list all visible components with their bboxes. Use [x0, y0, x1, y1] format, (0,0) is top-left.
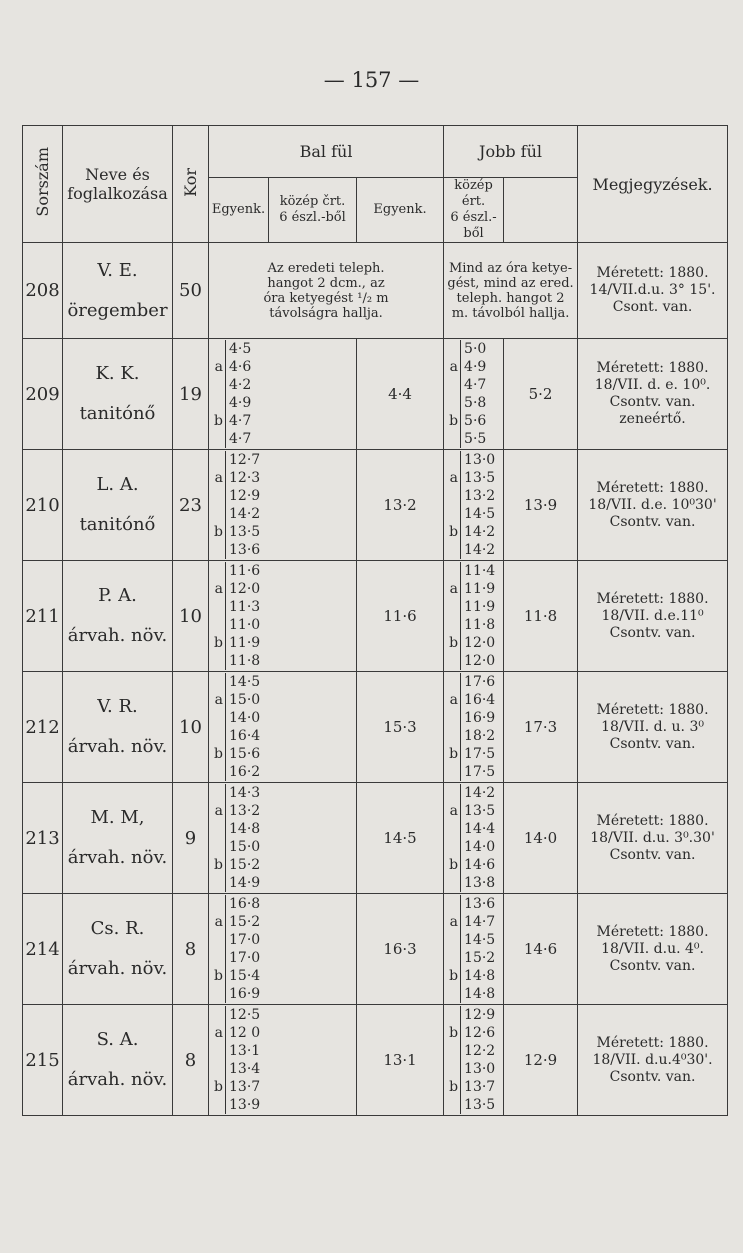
measurement-values	[460, 838, 495, 892]
header-remarks: Megjegyzések.	[578, 126, 728, 243]
right-average: 14·6	[504, 894, 578, 1005]
measurement-value: 13·9	[229, 1097, 261, 1113]
measurement-value: 5·0	[464, 341, 487, 357]
remark-line: Méretett: 1880.	[596, 590, 709, 607]
remark-line: Csontv. van.	[609, 1068, 696, 1085]
measurement-group	[209, 1060, 356, 1114]
measurement-cell	[444, 561, 504, 672]
measurement-group	[444, 727, 503, 781]
measurement-cell	[444, 450, 504, 561]
measurement-group	[444, 838, 503, 892]
measurement-value: 13·0	[464, 452, 496, 468]
occupation-text: tanitónő	[79, 514, 156, 535]
measurement-values	[460, 340, 486, 394]
measurement-cell	[209, 450, 357, 561]
measurement-value: 13·5	[229, 524, 261, 540]
right-average: 5·2	[504, 339, 578, 450]
measurement-value: 12·0	[464, 635, 496, 651]
measurement-values	[460, 1006, 495, 1060]
measurement-group	[209, 895, 356, 949]
measurement-value: 12·9	[229, 488, 261, 504]
right-average: 14·0	[504, 783, 578, 894]
header-kor: Kor	[181, 167, 200, 197]
remark-line: 18/VII. d.u. 4⁰.	[601, 940, 704, 957]
name-text: L. A.	[96, 474, 139, 495]
measurement-value: 13·2	[464, 488, 496, 504]
measurement-value: 18·2	[464, 728, 496, 744]
name-text: M. M,	[90, 807, 145, 828]
left-average: 4·4	[357, 339, 444, 450]
left-average: 16·3	[357, 894, 444, 1005]
left-average: 13·1	[357, 1005, 444, 1116]
left-average: 13·2	[357, 450, 444, 561]
table-row	[23, 783, 728, 894]
measurement-label: a	[449, 692, 459, 708]
measurement-group	[209, 1006, 356, 1060]
row-name	[63, 672, 173, 783]
header-name: Neve és foglalkozása	[63, 126, 173, 243]
measurement-value: 16·4	[229, 728, 261, 744]
row-serial: 210	[23, 450, 63, 561]
measurement-label: b	[214, 1079, 223, 1095]
occupation-text: tanitónő	[79, 403, 156, 424]
measurement-label: b	[214, 746, 223, 762]
occupation-text: árvah. növ.	[67, 958, 168, 979]
row-serial: 215	[23, 1005, 63, 1116]
measurement-value: 12·5	[229, 1007, 261, 1023]
measurement-value: 16·8	[229, 896, 261, 912]
measurement-value: 12 0	[229, 1025, 261, 1041]
measurement-label: b	[449, 746, 459, 762]
measurement-label: a	[449, 359, 459, 375]
row-name	[63, 339, 173, 450]
measurement-label: a	[214, 914, 223, 930]
occupation-text: árvah. növ.	[67, 847, 168, 868]
measurement-value: 14·4	[464, 821, 496, 837]
table-row	[23, 561, 728, 672]
row-age: 10	[173, 561, 209, 672]
measurement-values	[460, 616, 495, 670]
measurement-value: 12·0	[464, 653, 496, 669]
measurement-cell	[209, 339, 357, 450]
measurement-value: 12·2	[464, 1043, 496, 1059]
measurement-label: b	[449, 413, 459, 429]
measurement-label: b	[449, 1079, 459, 1095]
measurement-value: 13·5	[464, 470, 496, 486]
measurement-cell	[209, 783, 357, 894]
measurement-group	[209, 784, 356, 838]
remark-line: Méretett: 1880.	[596, 360, 709, 376]
remark-line: Csontv. van.	[609, 957, 696, 974]
measurement-value: 13·7	[229, 1079, 261, 1095]
remark-line: 18/VII. d.u. 3⁰.30'	[590, 829, 715, 846]
measurement-values	[225, 727, 260, 781]
measurement-values	[460, 1060, 495, 1114]
measurement-value: 16·9	[464, 710, 496, 726]
measurement-cell	[444, 339, 504, 450]
measurement-values	[225, 1060, 260, 1114]
measurement-group	[209, 562, 356, 616]
sub-average-right: közép ért. 6 észl.-ből	[444, 178, 504, 243]
occupation-text: árvah. növ.	[67, 1069, 168, 1090]
measurement-values	[225, 1006, 260, 1060]
row-remarks	[578, 672, 728, 783]
measurement-values	[225, 949, 260, 1003]
name-text: K. K.	[95, 363, 140, 384]
measurement-group	[209, 505, 356, 559]
table-row: 208 V. E. öregember 50 Az eredeti teleph. hangot 2 dcm., az óra ketyegést ¹/₂ m távolságra hallja. Mind az óra ketye- gést, mind az ered. teleph. hangot 2 m. távolból hallja. Méretett: 1880. 14/VII.d.u. 3° 15'. Csont. van.	[23, 243, 728, 339]
measurement-value: 5·6	[464, 413, 487, 429]
measurement-label: a	[449, 470, 459, 486]
measurement-value: 14·2	[464, 542, 496, 558]
right-average: 11·8	[504, 561, 578, 672]
remark-line: Méretett: 1880.	[596, 479, 709, 496]
measurement-value: 11·0	[229, 617, 261, 633]
measurement-value: 14·9	[229, 875, 261, 891]
measurement-values	[225, 673, 260, 727]
table-row	[23, 1005, 728, 1116]
measurement-value: 17·0	[229, 932, 261, 948]
measurement-group	[444, 673, 503, 727]
measurement-values	[460, 895, 495, 949]
measurement-group	[209, 394, 356, 448]
occupation-text: árvah. növ.	[67, 625, 168, 646]
row-age: 23	[173, 450, 209, 561]
header-row	[23, 126, 728, 178]
remark-line: Méretett: 1880.	[596, 1034, 709, 1051]
measurement-value: 13·2	[229, 803, 261, 819]
measurement-value: 4·5	[229, 341, 252, 357]
measurement-label: b	[214, 524, 223, 540]
measurement-group	[444, 451, 503, 505]
measurement-values	[460, 949, 495, 1003]
row-serial: 213	[23, 783, 63, 894]
remark-line: Méretett: 1880.	[596, 701, 709, 718]
row-serial: 214	[23, 894, 63, 1005]
remark-line: 18/VII. d. u. 3⁰	[601, 718, 704, 735]
remark-line: 18/VII. d.u.4⁰30'.	[592, 1051, 713, 1068]
measurement-label: b	[214, 635, 223, 651]
measurement-group	[444, 562, 503, 616]
remark-line: 18/VII. d. e. 10⁰.	[594, 377, 711, 393]
measurement-value: 12·0	[229, 581, 261, 597]
measurement-value: 15·2	[464, 950, 496, 966]
measurement-cell	[444, 783, 504, 894]
measurement-label: a	[449, 803, 459, 819]
measurement-label: a	[449, 914, 459, 930]
measurement-value: 12·7	[229, 452, 261, 468]
measurement-value: 13·8	[464, 875, 496, 891]
measurement-value: 17·5	[464, 746, 496, 762]
measurement-group	[444, 340, 503, 394]
remark-line: 18/VII. d.e.11⁰	[601, 607, 704, 624]
measurement-value: 15·2	[229, 914, 261, 930]
measurement-value: 14·2	[464, 785, 496, 801]
measurement-value: 15·0	[229, 839, 261, 855]
measurement-value: 14·8	[464, 968, 496, 984]
measurement-group	[444, 1006, 503, 1060]
measurement-group	[209, 451, 356, 505]
measurement-value: 15·6	[229, 746, 261, 762]
remark-line: Csontv. van.	[609, 846, 696, 863]
measurement-values	[225, 616, 260, 670]
header-sorszam: Sorszám	[33, 147, 52, 217]
measurement-label: b	[214, 857, 223, 873]
measurement-label: b	[449, 1025, 459, 1041]
measurement-values	[225, 895, 260, 949]
remark-line: Csontv. van.	[609, 624, 696, 641]
sub-egyenk-left: Egyenk.	[209, 178, 269, 243]
measurement-value: 14·7	[464, 914, 496, 930]
measurement-value: 15·4	[229, 968, 261, 984]
measurement-label: a	[214, 359, 223, 375]
measurement-group	[444, 394, 503, 448]
measurement-group	[444, 949, 503, 1003]
measurement-values	[225, 451, 260, 505]
measurement-group	[209, 340, 356, 394]
row-remarks	[578, 561, 728, 672]
measurement-values	[225, 838, 260, 892]
measurement-value: 14·5	[464, 506, 496, 522]
row-serial: 211	[23, 561, 63, 672]
measurement-value: 4·9	[464, 359, 487, 375]
measurement-cell	[444, 894, 504, 1005]
measurement-group	[444, 784, 503, 838]
measurement-value: 11·9	[464, 581, 496, 597]
row-name	[63, 561, 173, 672]
measurement-value: 16·2	[229, 764, 261, 780]
measurement-value: 5·8	[464, 395, 487, 411]
measurement-value: 13·0	[464, 1061, 496, 1077]
measurement-value: 14·8	[464, 986, 496, 1002]
measurement-value: 14·8	[229, 821, 261, 837]
measurement-value: 14·3	[229, 785, 261, 801]
row-age: 19	[173, 339, 209, 450]
measurement-label: a	[214, 470, 223, 486]
measurement-value: 5·5	[464, 431, 487, 447]
measurement-value: 17·6	[464, 674, 496, 690]
row-name	[63, 450, 173, 561]
measurement-value: 14·6	[464, 857, 496, 873]
measurement-group	[209, 673, 356, 727]
measurement-values	[225, 340, 251, 394]
measurement-value: 14·0	[464, 839, 496, 855]
measurement-label: b	[214, 413, 223, 429]
measurement-value: 4·2	[229, 377, 252, 393]
measurement-value: 13·6	[464, 896, 496, 912]
remark-line: 18/VII. d.e. 10⁰30'	[588, 496, 717, 513]
measurement-value: 13·7	[464, 1079, 496, 1095]
sub-egyenk-right-b: Egyenk.	[357, 178, 444, 243]
right-average: 17·3	[504, 672, 578, 783]
right-average: 12·9	[504, 1005, 578, 1116]
measurement-label: b	[449, 635, 459, 651]
row-age: 9	[173, 783, 209, 894]
row-remarks	[578, 1005, 728, 1116]
measurement-value: 13·5	[464, 803, 496, 819]
row-name	[63, 894, 173, 1005]
measurement-values	[460, 505, 495, 559]
sub-average-left: közép črt. 6 észl.-ből	[269, 178, 357, 243]
measurement-values	[225, 505, 260, 559]
measurement-group	[444, 1060, 503, 1114]
measurement-label: a	[214, 692, 223, 708]
measurement-value: 4·9	[229, 395, 252, 411]
measurement-value: 12·6	[464, 1025, 496, 1041]
measurement-value: 11·9	[229, 635, 261, 651]
header-left-ear: Bal fül	[209, 126, 444, 178]
measurement-group	[444, 616, 503, 670]
row-serial: 209	[23, 339, 63, 450]
measurement-values	[460, 727, 495, 781]
remark-line: Méretett: 1880.	[596, 812, 709, 829]
measurement-value: 14·2	[229, 506, 261, 522]
measurement-value: 12·9	[464, 1007, 496, 1023]
measurement-values	[460, 784, 495, 838]
remark-line: Csontv. van.	[609, 513, 696, 530]
measurement-group	[444, 895, 503, 949]
right-average: 13·9	[504, 450, 578, 561]
measurement-values	[225, 784, 260, 838]
row-age: 8	[173, 1005, 209, 1116]
measurement-cell	[209, 1005, 357, 1116]
measurement-label: a	[214, 581, 223, 597]
header-right-ear: Jobb fül	[444, 126, 578, 178]
measurement-values	[460, 673, 495, 727]
measurement-values	[460, 394, 486, 448]
row-remarks	[578, 339, 728, 450]
measurement-values	[460, 451, 495, 505]
measurement-value: 13·4	[229, 1061, 261, 1077]
page-number: — 157 —	[323, 68, 420, 92]
row-remarks	[578, 783, 728, 894]
measurement-label: b	[449, 857, 459, 873]
remark-line: Csontv. van.	[609, 735, 696, 752]
measurement-cell	[209, 672, 357, 783]
measurement-value: 12·3	[229, 470, 261, 486]
name-text: Cs. R.	[90, 918, 145, 939]
remark-line: Méretett: 1880.	[596, 923, 709, 940]
measurement-value: 16·4	[464, 692, 496, 708]
row-remarks	[578, 450, 728, 561]
measurement-value: 15·2	[229, 857, 261, 873]
measurement-label: b	[214, 968, 223, 984]
name-text: V. R.	[97, 696, 138, 717]
left-average: 11·6	[357, 561, 444, 672]
table-row	[23, 339, 728, 450]
measurement-label: b	[449, 524, 459, 540]
measurement-value: 14·0	[229, 710, 261, 726]
measurement-label: b	[449, 968, 459, 984]
remark-line: Csontv. van.	[609, 394, 696, 410]
measurement-value: 11·3	[229, 599, 261, 615]
measurement-value: 17·0	[229, 950, 261, 966]
measurement-cell	[444, 672, 504, 783]
measurement-value: 13·1	[229, 1043, 261, 1059]
measurement-value: 4·7	[229, 413, 252, 429]
measurement-value: 4·6	[229, 359, 252, 375]
measurement-values	[225, 562, 260, 616]
measurement-cell	[444, 1005, 504, 1116]
measurement-cell	[209, 894, 357, 1005]
measurement-value: 11·8	[464, 617, 496, 633]
measurement-group	[209, 838, 356, 892]
table-row	[23, 894, 728, 1005]
measurement-value: 4·7	[464, 377, 487, 393]
row-name	[63, 783, 173, 894]
left-average: 15·3	[357, 672, 444, 783]
measurement-values	[225, 394, 251, 448]
measurement-value: 14·5	[229, 674, 261, 690]
measurement-label: a	[449, 581, 459, 597]
remark-line: zeneértő.	[619, 411, 686, 427]
row-serial: 212	[23, 672, 63, 783]
measurement-value: 11·4	[464, 563, 496, 579]
measurement-values	[460, 562, 495, 616]
measurement-value: 15·0	[229, 692, 261, 708]
measurement-cell	[209, 561, 357, 672]
left-average: 14·5	[357, 783, 444, 894]
measurement-value: 13·5	[464, 1097, 496, 1113]
measurement-group	[209, 727, 356, 781]
row-age: 10	[173, 672, 209, 783]
measurement-value: 11·9	[464, 599, 496, 615]
measurement-value: 14·2	[464, 524, 496, 540]
measurement-value: 11·8	[229, 653, 261, 669]
name-text: S. A.	[96, 1029, 139, 1050]
measurement-label: a	[214, 1025, 223, 1041]
row-name	[63, 1005, 173, 1116]
measurement-value: 16·9	[229, 986, 261, 1002]
measurement-group	[209, 616, 356, 670]
measurement-group	[444, 505, 503, 559]
measurement-value: 4·7	[229, 431, 252, 447]
measurement-label: a	[214, 803, 223, 819]
measurement-group	[209, 949, 356, 1003]
row-age: 8	[173, 894, 209, 1005]
measurement-value: 13·6	[229, 542, 261, 558]
measurement-value: 14·5	[464, 932, 496, 948]
table-row	[23, 672, 728, 783]
measurement-value: 11·6	[229, 563, 261, 579]
name-text: P. A.	[98, 585, 137, 606]
occupation-text: árvah. növ.	[67, 736, 168, 757]
row-remarks	[578, 894, 728, 1005]
measurement-value: 17·5	[464, 764, 496, 780]
table-row	[23, 450, 728, 561]
hearing-table	[22, 125, 728, 1116]
